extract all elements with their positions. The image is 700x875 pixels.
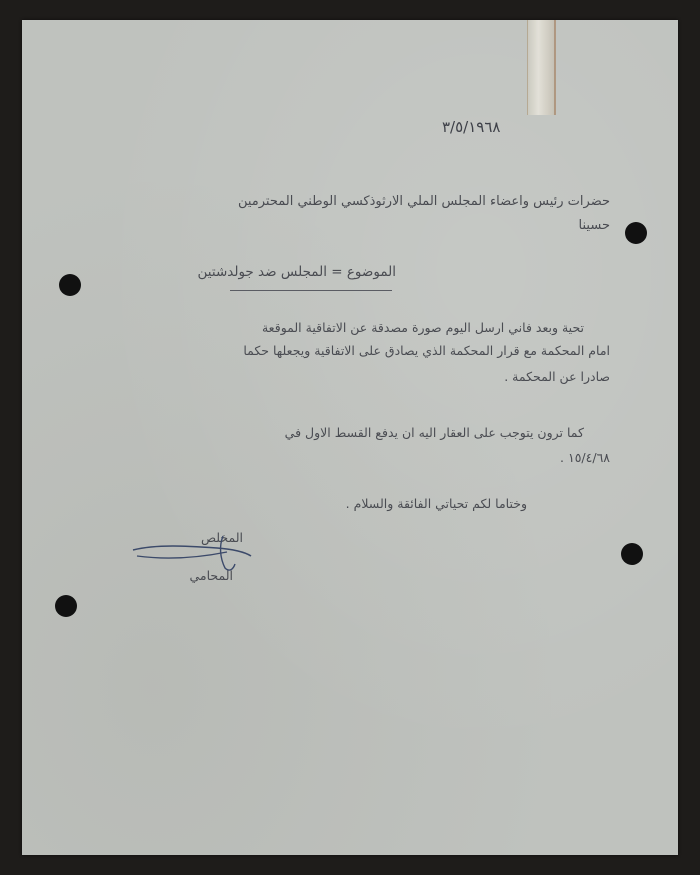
body-line: كما ترون يتوجب على العقار اليه ان يدفع القسط الاول في [284, 425, 584, 440]
punch-hole [621, 543, 643, 565]
body-line: صادرا عن المحكمة . [504, 369, 610, 384]
body-line: امام المحكمة مع قرار المحكمة الذي يصادق على الاتفاقية ويجعلها حكما [243, 343, 610, 358]
punch-hole [625, 222, 647, 244]
subject-underline [230, 290, 392, 291]
tape-strip [527, 20, 556, 115]
body-line: ١٥/٤/٦٨ . [560, 450, 610, 465]
closing-line: وختاما لكم تحياتي الفائقة والسلام . [345, 496, 527, 511]
addressee-line: حسينا [578, 218, 610, 233]
body-line: تحية وبعد فاني ارسل اليوم صورة مصدقة عن الاتفاقية الموقعة [261, 320, 584, 335]
letter-date: ٣/٥/١٩٦٨ [442, 118, 501, 136]
punch-hole [55, 595, 77, 617]
signoff-line: المحامي [189, 568, 233, 583]
punch-hole [59, 274, 81, 296]
addressee-line: حضرات رئيس واعضاء المجلس الملي الارثوذكسي الوطني المحترمين [237, 194, 610, 209]
subject-line: الموضوع = المجلس ضد جولدشتين [197, 264, 396, 280]
document-page [22, 20, 678, 855]
signoff-line: المخلص [200, 530, 243, 545]
